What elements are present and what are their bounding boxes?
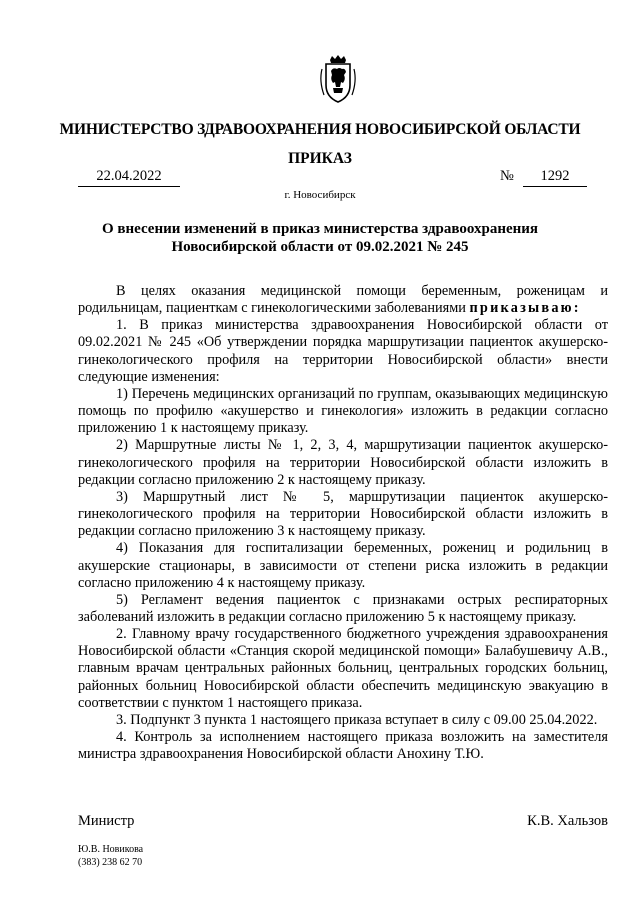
coat-of-arms-icon	[318, 55, 358, 103]
paragraph-3: 3. Подпункт 3 пункта 1 настоящего приказа вступает в силу с 09.00 25.04.2022.	[116, 711, 598, 728]
paragraph-1-3: 3) Маршрутный лист № 5, маршрутизации пациенток акушерско-гинекологического профиля на территории Новосибирской области изложить в редакции согласно приложению 3 к настоящему приказу.	[78, 488, 608, 540]
executor-phone: (383) 238 62 70	[78, 857, 143, 868]
paragraph-4: 4. Контроль за исполнением настоящего приказа возложить на заместителя министра здравоохранения Новосибирской области Анохину Т.Ю.	[78, 729, 608, 763]
paragraph-1-2: 2) Маршрутные листы № 1, 2, 3, 4, маршрутизации пациенток акушерско-гинекологического профиля на территории Новосибирской области изложить в редакции согласно приложению 2 к настоящему приказу.	[78, 437, 608, 488]
paragraph-1: 1. В приказ министерства здравоохранения Новосибирской области от 09.02.2021 № 245 «Об утверждении порядка маршрутизации пациенток акушерско-гинекологического профиля на территории Новосибирской области» внести следующие изменения:	[78, 317, 608, 385]
executor-name: Ю.В. Новикова	[78, 844, 144, 855]
intro-paragraph	[78, 283, 608, 317]
paragraph-1-5: 5) Регламент ведения пациенток с признаками острых респираторных заболеваний изложить в редакции согласно приложению 5 к настоящему приказу.	[78, 591, 608, 625]
order-date: 22.04.2022	[78, 168, 180, 187]
paragraph-1-1: 1) Перечень медицинских организаций по группам, оказывающих медицинскую помощь по профилю «акушерство и гинекология» изложить в редакции согласно приложению 1 к настоящему приказу.	[78, 385, 608, 437]
subject-line-1: О внесении изменений в приказ министерства здравоохранения	[101, 221, 539, 237]
executor-info	[78, 843, 143, 869]
signer-title: Министр	[78, 813, 135, 829]
paragraph-1-4: 4) Показания для госпитализации беременных, рожениц и родильниц в акушерские стационары, в зависимости от степени риска изложить в редакции согласно приложению 4 к настоящему приказу.	[78, 540, 608, 591]
paragraph-2: 2. Главному врачу государственного бюджетного учреждения здравоохранения Новосибирской области «Станция скорой медицинской помощи» Балабушевичу А.В., главным врачам центральных районных больниц, центральных городских больниц, районных больниц Новосибирской области обеспечить медицинскую эвакуацию в соответствии с пунктом 1 настоящего приказа.	[78, 626, 608, 711]
order-body	[78, 283, 608, 763]
document-type: ПРИКАЗ	[288, 150, 352, 167]
order-number: 1292	[523, 168, 587, 187]
number-sign: №	[500, 168, 514, 184]
intro-text: В целях оказания медицинской помощи беременным, роженицам и родильницам, пациенткам с гинекологическими заболеваниями	[78, 283, 608, 317]
signer-name: К.В. Хальзов	[527, 813, 608, 829]
subject-line-2: Новосибирской области от 09.02.2021 № 245	[171, 239, 469, 255]
order-subject	[90, 220, 550, 256]
ministry-name: МИНИСТЕРСТВО ЗДРАВООХРАНЕНИЯ НОВОСИБИРСКОЙ ОБЛАСТИ	[59, 121, 581, 138]
city: г. Новосибирск	[284, 189, 356, 201]
order-word: приказываю:	[469, 300, 581, 317]
